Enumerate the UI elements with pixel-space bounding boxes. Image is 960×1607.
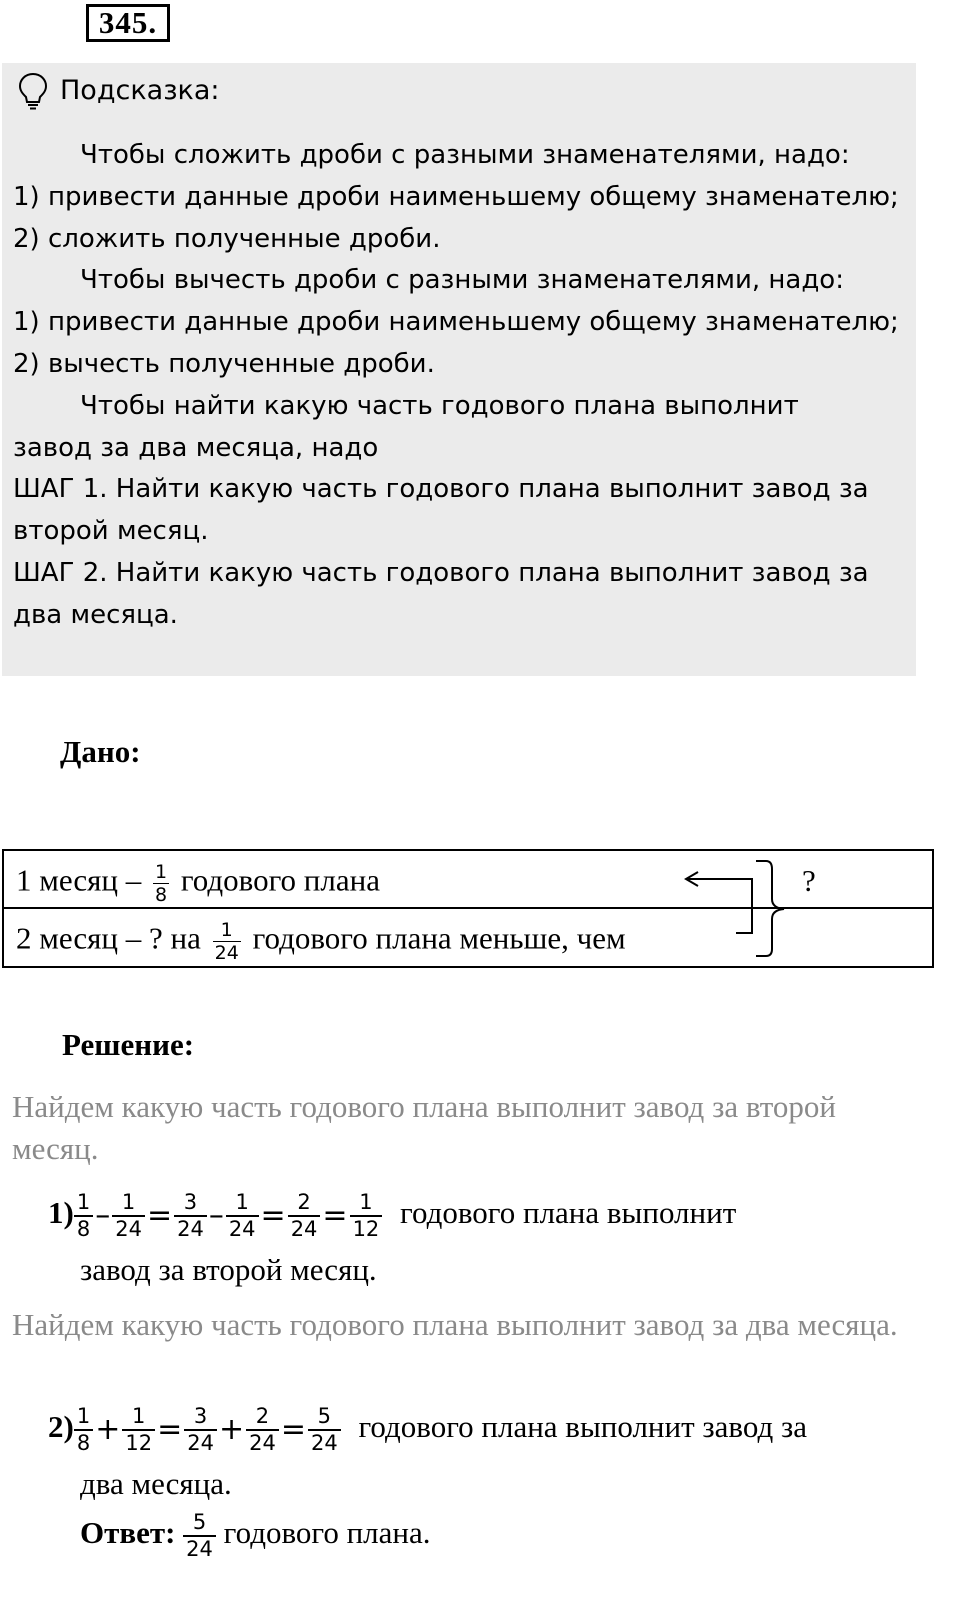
step-1-text: Найти какую часть годового плана выполнит завод за второй месяц. bbox=[13, 474, 869, 547]
step-1-operator: = bbox=[260, 1198, 286, 1233]
given-table bbox=[2, 849, 934, 968]
step-1-number: 1) bbox=[48, 1195, 74, 1231]
solution-step-1 bbox=[48, 1190, 736, 1242]
step-2-fraction: $\frac{3}{24}$ bbox=[184, 1404, 217, 1456]
hint-paragraph-plan: Чтобы найти какую часть годового плана выполнит bbox=[80, 390, 799, 421]
hint-paragraph-add-steps: 1) привести данные дроби наименьшему общему знаменателю; 2) сложить полученные дроби. bbox=[13, 181, 899, 254]
hint-body bbox=[13, 135, 913, 637]
hint-paragraph-add: Чтобы сложить дроби с разными знаменателями, надо: bbox=[80, 140, 850, 170]
step-2-expression bbox=[74, 1404, 341, 1455]
step-2-operator: + bbox=[218, 1412, 245, 1447]
hint-paragraph-plan-cont: завод за два месяца, надо bbox=[13, 432, 379, 463]
step-1-fraction: $\frac{1}{24}$ bbox=[226, 1190, 259, 1242]
step-2-fraction: $\frac{5}{24}$ bbox=[308, 1404, 341, 1456]
step-1-fraction: $\frac{1}{12}$ bbox=[350, 1190, 383, 1242]
row-2-fraction: $\frac{1}{24}$ bbox=[214, 919, 239, 964]
step-1-operator: – bbox=[208, 1198, 224, 1233]
step-2-label: ШАГ 2. bbox=[13, 557, 108, 588]
solution-explain-2: Найдем какую часть годового плана выполнит завод за два месяца. bbox=[12, 1307, 898, 1342]
step-1-fraction: $\frac{1}{8}$ bbox=[74, 1190, 93, 1242]
hint-box bbox=[2, 63, 916, 676]
question-mark: ? bbox=[802, 863, 816, 898]
problem-number: 345. bbox=[86, 4, 170, 42]
step-1-operator: = bbox=[322, 1198, 348, 1233]
hint-paragraph-subtract-steps: 1) привести данные дроби наименьшему общему знаменателю; 2) вычесть полученные дроби. bbox=[13, 307, 899, 379]
step-1-result-text: годового плана выполнит bbox=[400, 1195, 737, 1231]
step-1-result-text-cont: завод за второй месяц. bbox=[80, 1252, 377, 1287]
relation-arrows bbox=[4, 851, 932, 966]
row-1-fraction: $\frac{1}{8}$ bbox=[155, 861, 168, 906]
solution-title: Решение: bbox=[62, 1027, 195, 1062]
step-2-number: 2) bbox=[48, 1409, 74, 1445]
solution-explain-1: Найдем какую часть годового плана выполнит завод за второй месяц. bbox=[12, 1089, 836, 1166]
row-2-prefix: 2 месяц – ? на bbox=[16, 920, 201, 956]
row-2-suffix: годового плана меньше, чем bbox=[252, 920, 626, 956]
hint-step-2 bbox=[13, 553, 913, 637]
step-2-operator: = bbox=[280, 1412, 306, 1447]
row-1-suffix: годового плана bbox=[180, 862, 380, 898]
step-1-label: ШАГ 1. bbox=[13, 474, 108, 505]
step-2-fraction: $\frac{1}{12}$ bbox=[122, 1404, 155, 1456]
row-1-prefix: 1 месяц – bbox=[16, 862, 142, 898]
lightbulb-icon bbox=[16, 71, 50, 111]
answer-line bbox=[80, 1510, 431, 1562]
step-1-fraction: $\frac{2}{24}$ bbox=[288, 1190, 321, 1242]
step-2-fraction: $\frac{1}{8}$ bbox=[74, 1404, 93, 1456]
step-2-fraction: $\frac{2}{24}$ bbox=[246, 1404, 279, 1456]
answer-label: Ответ: bbox=[80, 1515, 176, 1551]
step-1-operator: = bbox=[146, 1198, 173, 1233]
step-1-fraction: $\frac{3}{24}$ bbox=[174, 1190, 207, 1242]
step-2-text: Найти какую часть годового плана выполнит завод за два месяца. bbox=[13, 557, 869, 630]
given-title: Дано: bbox=[60, 734, 141, 769]
answer-fraction: $\frac{5}{24}$ bbox=[183, 1510, 216, 1562]
hint-paragraph-subtract: Чтобы вычесть дроби с разными знаменателями, надо: bbox=[80, 265, 844, 296]
hint-title: Подсказка: bbox=[60, 75, 220, 106]
step-1-operator: – bbox=[95, 1198, 111, 1233]
solution-step-2 bbox=[48, 1404, 807, 1456]
step-2-operator: + bbox=[95, 1412, 121, 1447]
step-1-expression bbox=[74, 1190, 382, 1241]
answer-text: годового плана. bbox=[223, 1515, 431, 1551]
step-2-result-text-cont: два месяца. bbox=[80, 1466, 232, 1501]
step-2-result-text: годового плана выполнит завод за bbox=[358, 1409, 807, 1445]
step-2-operator: = bbox=[157, 1412, 183, 1447]
hint-step-1 bbox=[13, 469, 913, 553]
step-1-fraction: $\frac{1}{24}$ bbox=[112, 1190, 145, 1242]
